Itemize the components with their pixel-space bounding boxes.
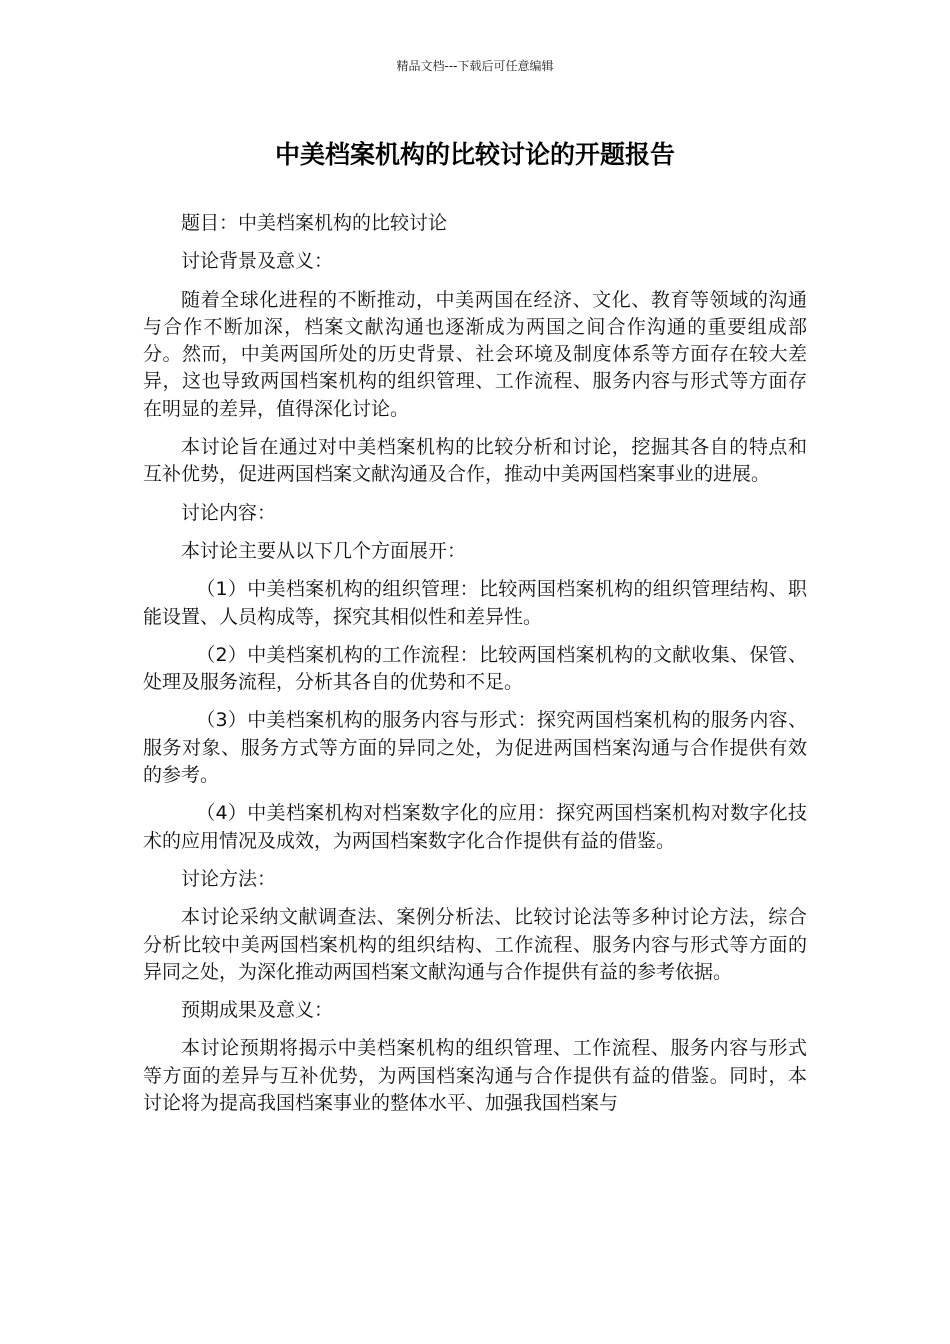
header-note: 精品文档---下载后可任意编辑 xyxy=(396,59,554,73)
paragraph-method: 本讨论采纳文献调查法、案例分析法、比较讨论法等多种讨论方法，综合分析比较中美两国档案机构的组织结构、工作流程、服务内容与形式等方面的异同之处，为深化推动两国档案文献沟通与合作提供有益的参考依据。 xyxy=(143,906,807,983)
document-title: 中美档案机构的比较讨论的开题报告 xyxy=(274,140,675,169)
paragraph-topic: 题目：中美档案机构的比较讨论 xyxy=(181,212,448,234)
list-item-3: （3）中美档案机构的服务内容与形式：探究两国档案机构的服务内容、服务对象、服务方式等方面的异同之处，为促进两国档案沟通与合作提供有效的参考。 xyxy=(143,709,807,787)
list-item-2: （2）中美档案机构的工作流程：比较两国档案机构的文献收集、保管、处理及服务流程，分析其各自的优势和不足。 xyxy=(143,643,807,694)
paragraph-content-intro: 本讨论主要从以下几个方面展开： xyxy=(181,539,467,562)
heading-content: 讨论内容： xyxy=(181,501,277,524)
paragraph-purpose: 本讨论旨在通过对中美档案机构的比较分析和讨论，挖掘其各自的特点和互补优势，促进两国档案文献沟通及合作，推动中美两国档案事业的进展。 xyxy=(143,436,807,486)
heading-outcome: 预期成果及意义： xyxy=(181,999,334,1022)
heading-method: 讨论方法： xyxy=(181,867,277,890)
paragraph-outcome: 本讨论预期将揭示中美档案机构的组织管理、工作流程、服务内容与形式等方面的差异与互补优势，为两国档案沟通与合作提供有益的借鉴。同时，本讨论将为提高我国档案事业的整体水平、加强我国档案与 xyxy=(143,1037,807,1115)
list-item-1: （1）中美档案机构的组织管理：比较两国档案机构的组织管理结构、职能设置、人员构成等，探究其相似性和差异性。 xyxy=(143,578,807,628)
paragraph-background: 随着全球化进程的不断推动，中美两国在经济、文化、教育等领域的沟通与合作不断加深，档案文献沟通也逐渐成为两国之间合作沟通的重要组成部分。然而，中美两国所处的历史背景、社会环境及制度体系等方面存在较大差异，这也导致两国档案机构的组织管理、工作流程、服务内容与形式等方面存在明显的差异，值得深化讨论。 xyxy=(143,288,807,420)
heading-background: 讨论背景及意义： xyxy=(181,250,334,273)
list-item-4: （4）中美档案机构对档案数字化的应用：探究两国档案机构对数字化技术的应用情况及成效，为两国档案数字化合作提供有益的借鉴。 xyxy=(143,802,807,852)
document-body xyxy=(143,210,807,1128)
